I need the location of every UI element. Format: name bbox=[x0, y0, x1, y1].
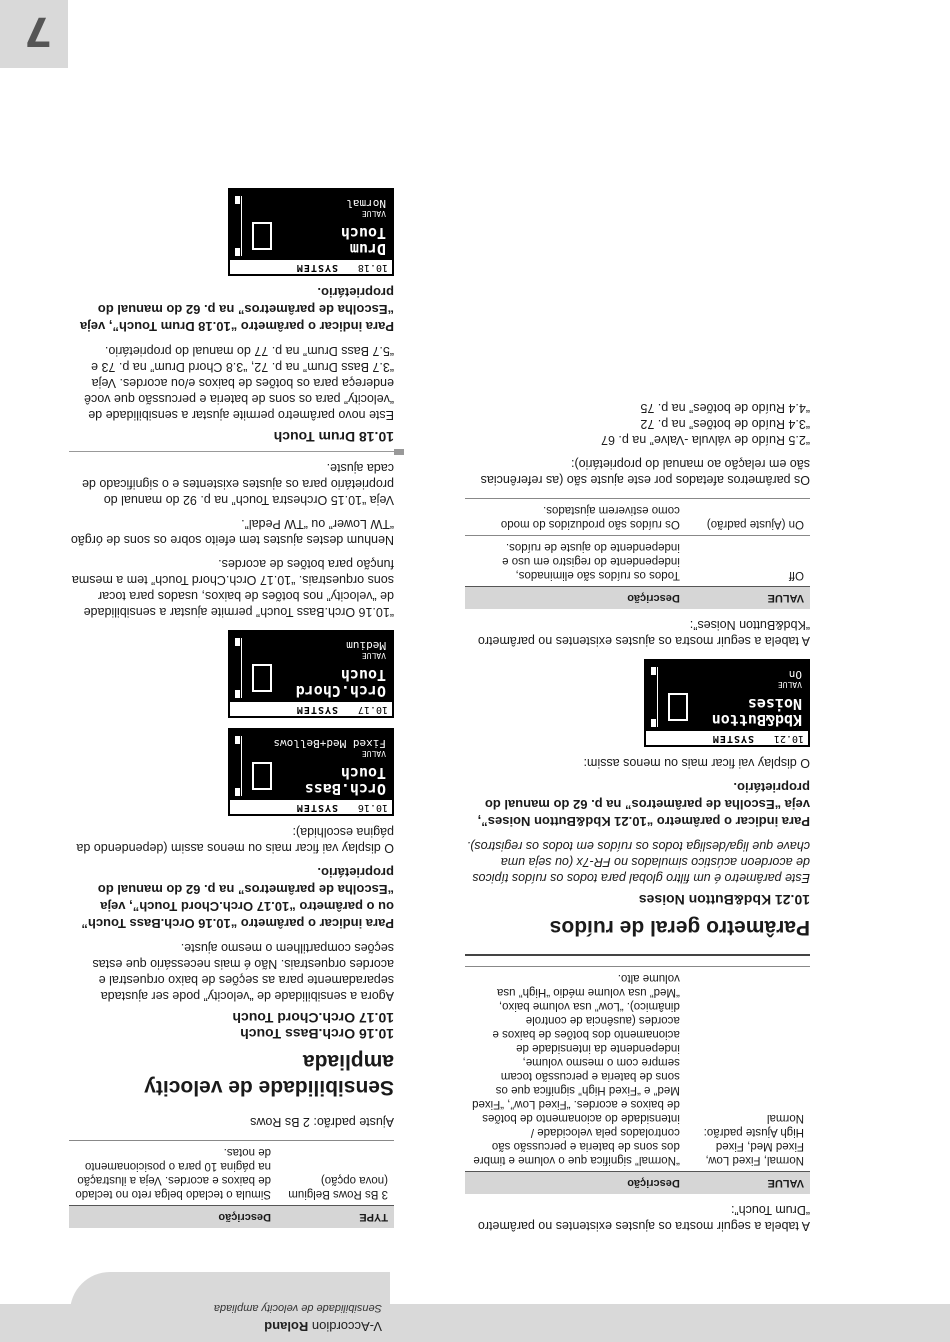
lcd-param-name bbox=[341, 225, 386, 257]
col-header-desc: Descrição bbox=[69, 1206, 277, 1229]
table-cell-desc: Simula o teclado belga reto no teclado de baixos e acordes. Veja a ilustração na página 10 para o posicionamento de notas. bbox=[69, 1141, 277, 1206]
table-cell-desc: “Normal” significa que o volume e timbre dos sons de bateria e percussão são controlados pela velocidade / intensidade do acionamento de botões de baixos e acordes. “Fixed Low”, “Fixed Med” e “Fixed High” significa que os sons de bateria e percussão tocam sempre com o mesmo volume, independente da intensidade de acionamento dos botões de baixos e acordes (ausência de controle dinâmico). “Low” usa volume baixo, “Med” usa volume médio “High” usa volume alto. bbox=[465, 967, 686, 1172]
default-note: Ajuste padrão: 2 Bs Rows bbox=[250, 1115, 394, 1129]
table-cell-value: Normal, Fixed Low, Fixed Med, Fixed High Ajuste padrão: Normal bbox=[686, 967, 810, 1172]
lcd-value-label: VALUE bbox=[777, 680, 802, 689]
lcd-system-label: SYSTEM bbox=[295, 802, 338, 813]
subsection-title-1017: 10.17 Orch.Chord Touch bbox=[232, 1010, 394, 1026]
affected-intro: Os parâmetros afetados por este ajuste são (as referências são em relação ao manual do proprietário): bbox=[480, 457, 810, 487]
header-subtitle: Sensibilidade de velocity ampliada bbox=[213, 1302, 382, 1314]
subsection-body-1016: Agora a sensibilidade de “velocity” pode ser ajustada separadamente para as seções de baixo orquestral e acordes orquestrais. Não é mais necessário que estas seções compartilhem o mesmo ajuste. bbox=[92, 941, 394, 1003]
noise-table-intro: A tabela a seguir mostra os ajustes existentes no parâmetro “Kbd&Button Noises”: bbox=[477, 618, 810, 648]
lcd-param-number: 10.17 bbox=[357, 704, 388, 715]
table-cell-desc: Todos os ruídos são eliminados, independente do registro em uso e independente do ajuste de ruídos. bbox=[465, 536, 686, 587]
left-column bbox=[465, 400, 810, 1234]
lcd-header bbox=[230, 260, 392, 274]
lcd-display-1021 bbox=[644, 659, 810, 747]
display-note-right: O display vai ficar mais ou menos assim (dependendo da página escolhida): bbox=[76, 825, 394, 855]
subsection-ref-1016: Veja “10.15 Orchestra Touch” na p. 92 do manual do proprietário para os ajustes existentes e o significado de cada ajuste. bbox=[82, 461, 394, 507]
table-row bbox=[465, 967, 810, 1172]
table-cell-value: On (Ajuste padrão) bbox=[686, 499, 810, 536]
lcd-header bbox=[646, 731, 808, 745]
lcd-display-1018 bbox=[228, 188, 394, 276]
instruction-1021: Para indicar o parâmetro “10.21 Kbd&Button Noises”, veja “Escolha de parâmetros” na p. 62 do manual do proprietário. bbox=[477, 780, 810, 829]
brand-line bbox=[264, 1319, 382, 1334]
lcd-name-line2: Touch bbox=[340, 666, 386, 684]
section-title-noise: Parâmetro geral de ruídos bbox=[549, 916, 810, 939]
table-cell-type: 3 Bs Rows Belgium (nova opção) bbox=[277, 1141, 394, 1206]
lcd-name-line2: Noises bbox=[747, 695, 802, 713]
brand-logo: Roland bbox=[264, 1319, 309, 1334]
instruction-1018: Para indicar o parâmetro “10.18 Drum Touch”, veja “Escolha de parâmetros” na p. 62 do manual do proprietário. bbox=[79, 285, 394, 334]
lcd-name-line1: Orch.Bass bbox=[304, 780, 386, 798]
list-item: “3.4 Ruído de botões” na p. 72 bbox=[640, 417, 810, 431]
lcd-value-label: VALUE bbox=[361, 749, 386, 758]
lcd-scrollbar bbox=[234, 196, 242, 256]
accordion-icon bbox=[252, 222, 272, 250]
lcd-value: Normal bbox=[346, 197, 386, 210]
lcd-display-1016 bbox=[228, 728, 394, 816]
instruction-1016: Para indicar o parâmetro “10.16 Orch.Bass Touch” ou o parâmetro “10.17 Orch.Chord Touch”, veja “Escolha de parâmetros” na p. 62 do manual do proprietário. bbox=[81, 865, 394, 931]
section-title-velocity: Sensibilidade de velocity ampliada bbox=[144, 1050, 394, 1099]
lcd-system-label: SYSTEM bbox=[711, 733, 754, 744]
lcd-value: Medium bbox=[346, 639, 386, 652]
lcd-name-line1: Orch.Chord bbox=[295, 682, 386, 700]
lcd-display-1017 bbox=[228, 630, 394, 718]
lcd-value: Fixed Med+Bellows bbox=[273, 737, 386, 750]
lcd-param-name bbox=[712, 696, 802, 728]
lcd-system-label: SYSTEM bbox=[295, 262, 338, 273]
subsection-title-1021: 10.21 Kbd&Button Noises bbox=[638, 892, 810, 908]
noise-table bbox=[465, 498, 810, 609]
subsection-expl-1016: “10.16 Orch.Bass Touch” permite ajustar a sensibilidade de “velocity” nos botões de baixos, usados para tocar sons orquestrais. “10.17 Orch.Chord Touch” tem a mesma função para botões de acordes. bbox=[71, 557, 394, 619]
list-item: “2.5 Ruído de válvula -Valve” na p. 67 bbox=[601, 433, 810, 447]
lcd-system-label: SYSTEM bbox=[295, 704, 338, 715]
lcd-header bbox=[230, 702, 392, 716]
drum-table-intro: A tabela a seguir mostra os ajustes existentes no parâmetro “Drum Touch”: bbox=[477, 1203, 810, 1233]
subsection-title-1018: 10.18 Drum Touch bbox=[69, 429, 394, 452]
subsection-body-1018: Este novo parâmetro permite ajustar a sensibilidade de “velocity” para os sons de bateria e percussão que você endereça para os botões de baixos e/ou acordes. Veja “3.7 Bass Drum” na p. 72, “3.8 Chord Drum” na p. 73 e “5.7 Bass Drum” na p. 77 do manual do proprietário. bbox=[84, 344, 394, 422]
list-item: “4.4 Ruído de botões” na p. 75 bbox=[640, 401, 810, 415]
lcd-header bbox=[230, 800, 392, 814]
table-row bbox=[69, 1141, 394, 1206]
table-cell-value: Off bbox=[686, 536, 810, 587]
section-divider bbox=[465, 954, 810, 956]
accordion-icon bbox=[668, 693, 688, 721]
table-cell-desc: Os ruídos são produzidos do modo como estiverem ajustados. bbox=[465, 499, 686, 536]
lcd-name-line1: Drum bbox=[349, 240, 386, 258]
drum-touch-table bbox=[465, 966, 810, 1194]
lcd-value-label: VALUE bbox=[361, 209, 386, 218]
right-column bbox=[69, 178, 394, 1234]
lcd-name-line2: Touch bbox=[340, 764, 386, 782]
lcd-value-label: VALUE bbox=[361, 651, 386, 660]
lcd-scrollbar bbox=[234, 736, 242, 796]
type-table bbox=[69, 1140, 394, 1228]
lcd-scrollbar bbox=[234, 638, 242, 698]
col-header-value: VALUE bbox=[686, 587, 810, 610]
lcd-param-name bbox=[305, 765, 386, 797]
subsection-desc-1021: Este parâmetro é um filtro global para todos os ruídos típicos de acordeon acústico simulados no FR-7x (ou seja uma chave que liga/desliga todos os ruídos em todos os registros). bbox=[466, 839, 810, 885]
accordion-icon bbox=[252, 762, 272, 790]
affected-list bbox=[465, 400, 810, 448]
col-header-desc: Descrição bbox=[465, 1172, 686, 1195]
subsection-note-1016: Nenhum destes ajustes tem efeito sobre os sons de órgão “TW Lower” ou “TW Pedal”. bbox=[70, 517, 394, 547]
table-row bbox=[465, 536, 810, 587]
chapter-tab bbox=[0, 0, 68, 68]
col-header-value: VALUE bbox=[686, 1172, 810, 1195]
table-row bbox=[465, 499, 810, 536]
chapter-number: 7 bbox=[24, 8, 52, 54]
lcd-param-number: 10.16 bbox=[357, 802, 388, 813]
lcd-param-name bbox=[296, 667, 386, 699]
lcd-value: On bbox=[788, 668, 802, 681]
lcd-param-number: 10.18 bbox=[357, 262, 388, 273]
accordion-icon bbox=[252, 664, 272, 692]
lcd-param-number: 10.21 bbox=[773, 733, 804, 744]
lcd-name-line2: Touch bbox=[340, 224, 386, 242]
col-header-type: TYPE bbox=[277, 1206, 394, 1229]
lcd-name-line1: Kbd&Button bbox=[711, 711, 802, 729]
display-note-left: O display vai ficar mais ou menos assim: bbox=[583, 756, 810, 770]
brand-text: V-Accordion bbox=[311, 1319, 382, 1334]
lcd-scrollbar bbox=[650, 667, 658, 727]
subsection-title-1016: 10.16 Orch.Bass Touch bbox=[240, 1026, 394, 1042]
col-header-desc: Descrição bbox=[465, 587, 686, 610]
